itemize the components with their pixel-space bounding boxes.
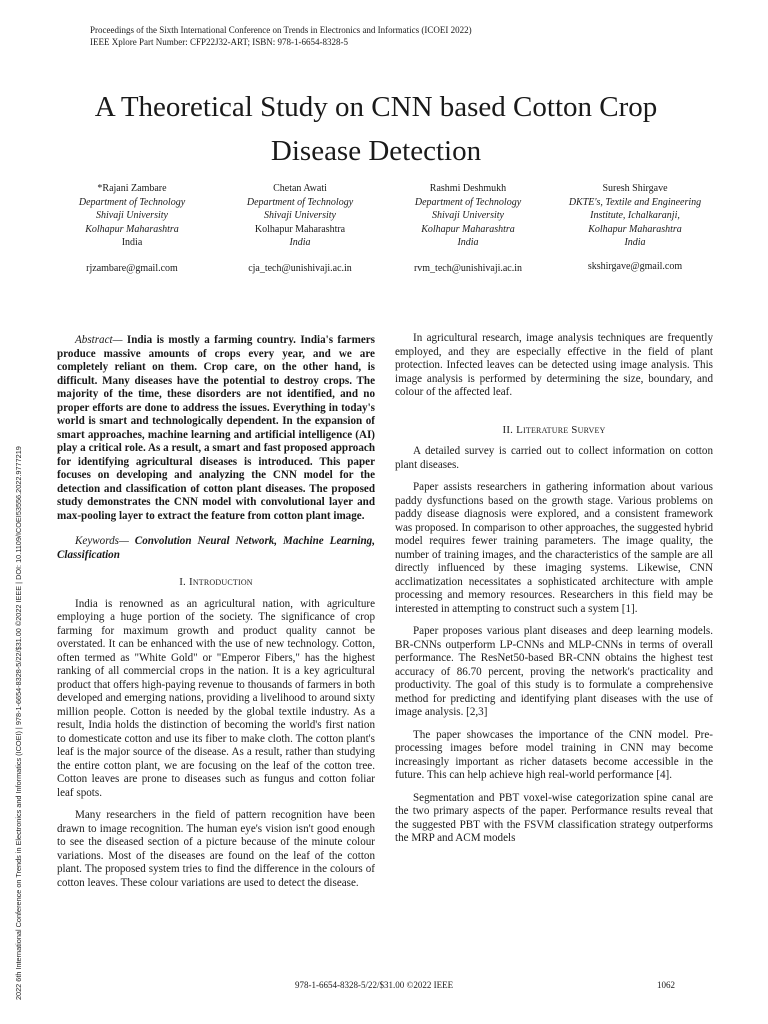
author-4 <box>550 182 720 273</box>
keywords-text: Convolution Neural Network, Machine Learning, Classification <box>57 535 375 561</box>
author-dept: Department of Technology <box>246 196 354 208</box>
author-name: Rashmi Deshmukh <box>429 183 507 194</box>
intro-paragraph: Many researchers in the field of pattern recognition have been drawn to image recognition. The human eye's vision isn't good enough to see the diseased section of a picture because of the minute colour variations. Most of the diseases are found on the leaf of the cotton plant. The proposed system tries to find the difference in the colours of cotton leaves. These colour variations are used to detect the disease. <box>57 809 375 889</box>
author-name: *Rajani Zambare <box>97 183 167 194</box>
author-3 <box>383 182 553 275</box>
author-email[interactable]: cja_tech@unishivaji.ac.in <box>248 262 352 274</box>
author-dept: DKTE's, Textile and Engineering <box>568 196 702 208</box>
intro-paragraph: India is renowned as an agricultural nation, with agriculture employing a huge portion of the society. The significance of crop farming for maximum growth and product quality cannot be overstated. It can be enhanced with the use of new technology. Cotton, often termed as "White Gold" or "Emperor Fibers," has the highest ranking of all commercial crops in the nation. It is a key agricultural product that offers high-paying revenue to thousands of farmers in both developed and emerging nations, providing a livelihood to around sixty million people. Cotton is needed by the global textile industry. As a result, India holds the distinction of becoming the world's first nation to domesticate cotton and use its fiber to make cloth. The cotton plant's leaf is the major source of the disease. As a result, rather than studying the entire cotton plant, we are focusing on the leaf of the cotton tree. Cotton leaves are prone to diseases such as fungus and cotton foliar leaf spots. <box>57 597 375 799</box>
author-univ: Shivaji University <box>432 210 504 221</box>
author-email[interactable]: rjzambare@gmail.com <box>86 262 178 274</box>
author-1 <box>47 182 217 275</box>
left-column <box>57 334 375 899</box>
lit-paragraph: The paper showcases the importance of the CNN model. Pre-processing images before model training in CNN may become increasingly important as richer datasets become accessible in the future. This can help achieve high real-world performance [4]. <box>395 728 713 781</box>
author-country: India <box>457 237 479 248</box>
author-univ: Shivaji University <box>96 210 168 221</box>
header-line-1: Proceedings of the Sixth International Conference on Trends in Electronics and Informatics (ICOEI 2022) <box>90 25 472 35</box>
author-univ: Institute, Ichalkaranji, <box>590 210 680 221</box>
paper-title: A Theoretical Study on CNN based Cotton Crop Disease Detection <box>94 91 658 167</box>
author-dept: Department of Technology <box>414 196 522 208</box>
abstract-text: India is mostly a farming country. India's farmers produce massive amounts of crops every year, and we are completely reliant on them. Crop care, on the other hand, is difficult. Many diseases have the potential to destroy crops. The majority of the time, these disorders are not identified, and no proper efforts are done to address the issues. Everything in today's world is smart and technologically dependent. In the expansion of smart approaches, machine learning and artificial intelligence (AI) play a critical role. As a result, a smart and fast proposed approach for identifying agricultural diseases is introduced. This paper focuses on developing and analyzing the CNN model for the detection and classification of cotton plant diseases. The proposed study demonstrates the CNN model with convolutional layer and max-pooling layer to extract the feature from cotton plant image. <box>57 334 375 522</box>
author-name: Suresh Shirgave <box>602 183 668 194</box>
author-name: Chetan Awati <box>273 183 327 194</box>
header-line-2: IEEE Xplore Part Number: CFP22J32-ART; ISBN: 978-1-6654-8328-5 <box>90 37 348 47</box>
abstract <box>57 334 375 523</box>
keywords <box>57 535 375 562</box>
author-2 <box>215 182 385 275</box>
author-city: Kolhapur Maharashtra <box>588 223 682 235</box>
author-country: India <box>624 237 646 248</box>
page-number: 1062 <box>657 980 675 990</box>
intro-paragraph-continued: In agricultural research, image analysis techniques are frequently employed, and they are especially effective in the field of plant protection. Infected leaves can be detected using image analysis. This image analysis is performed by determining the size, boundary, and colour of the affected leaf. <box>395 332 713 398</box>
section-heading-literature-survey: II. Literature Survey <box>502 423 606 436</box>
author-univ: Shivaji University <box>264 210 336 221</box>
lit-paragraph: Paper proposes various plant diseases and deep learning models. BR-CNNs outperform LP-CNNs and MLP-CNNs in terms of overall performance. The ResNet50-based BR-CNN obtains the highest test accuracy of 86.70 percent, proving the network's practicality and productivity. The goal of this study is to formulate a comprehensive method for predicting and identifying plant diseases with the use of image analysis. [2,3] <box>395 625 713 718</box>
author-city: Kolhapur Maharashtra <box>85 223 179 235</box>
keywords-lead: Keywords— <box>75 535 129 547</box>
lit-paragraph: Segmentation and PBT voxel-wise categorization spine canal are the two primary aspects of the paper. Performance results reveal that the suggested PBT with the FSVM classification strategy outperforms the MRP and ACM models <box>395 791 713 844</box>
author-email[interactable]: skshirgave@gmail.com <box>587 260 683 272</box>
conference-header <box>90 24 650 48</box>
author-dept: Department of Technology <box>78 196 186 208</box>
lit-paragraph: Paper assists researchers in gathering information about various paddy dysfunctions based on the growth stage. Various problems on paddy disease diagnosis were explored, and a consistent framework was proposed. In comparison to other approaches, the suggested hybrid model requires fewer training parameters. The image quality, the number of training images, and the characteristics of the sample are all directly influenced by these imaging systems. Likewise, CNN acclimatization necessitates a sophisticated architecture with ample processing and memory resources. Researchers in this field may be interested in attempting to construct such a system [1]. <box>395 481 713 615</box>
right-column <box>395 332 713 855</box>
author-country: India <box>121 237 143 248</box>
section-heading-introduction: I. Introduction <box>179 576 253 588</box>
footer-copyright: 978-1-6654-8328-5/22/$31.00 ©2022 IEEE <box>295 980 454 990</box>
side-citation: 2022 6th International Conference on Trends in Electronics and Informatics (ICOEI) | 978-1-6654-8328-5/22/$31.00 ©2022 IEEE | DOI: 10.1109/ICOEI53556.2022.9777219 <box>14 446 23 1000</box>
lit-paragraph: A detailed survey is carried out to collect information on cotton plant diseases. <box>395 445 713 471</box>
abstract-lead: Abstract— <box>75 334 123 346</box>
author-country: India <box>289 237 311 248</box>
author-city: Kolhapur Maharashtra <box>254 223 346 235</box>
author-city: Kolhapur Maharashtra <box>421 223 515 235</box>
author-email[interactable]: rvm_tech@unishivaji.ac.in <box>413 262 523 274</box>
